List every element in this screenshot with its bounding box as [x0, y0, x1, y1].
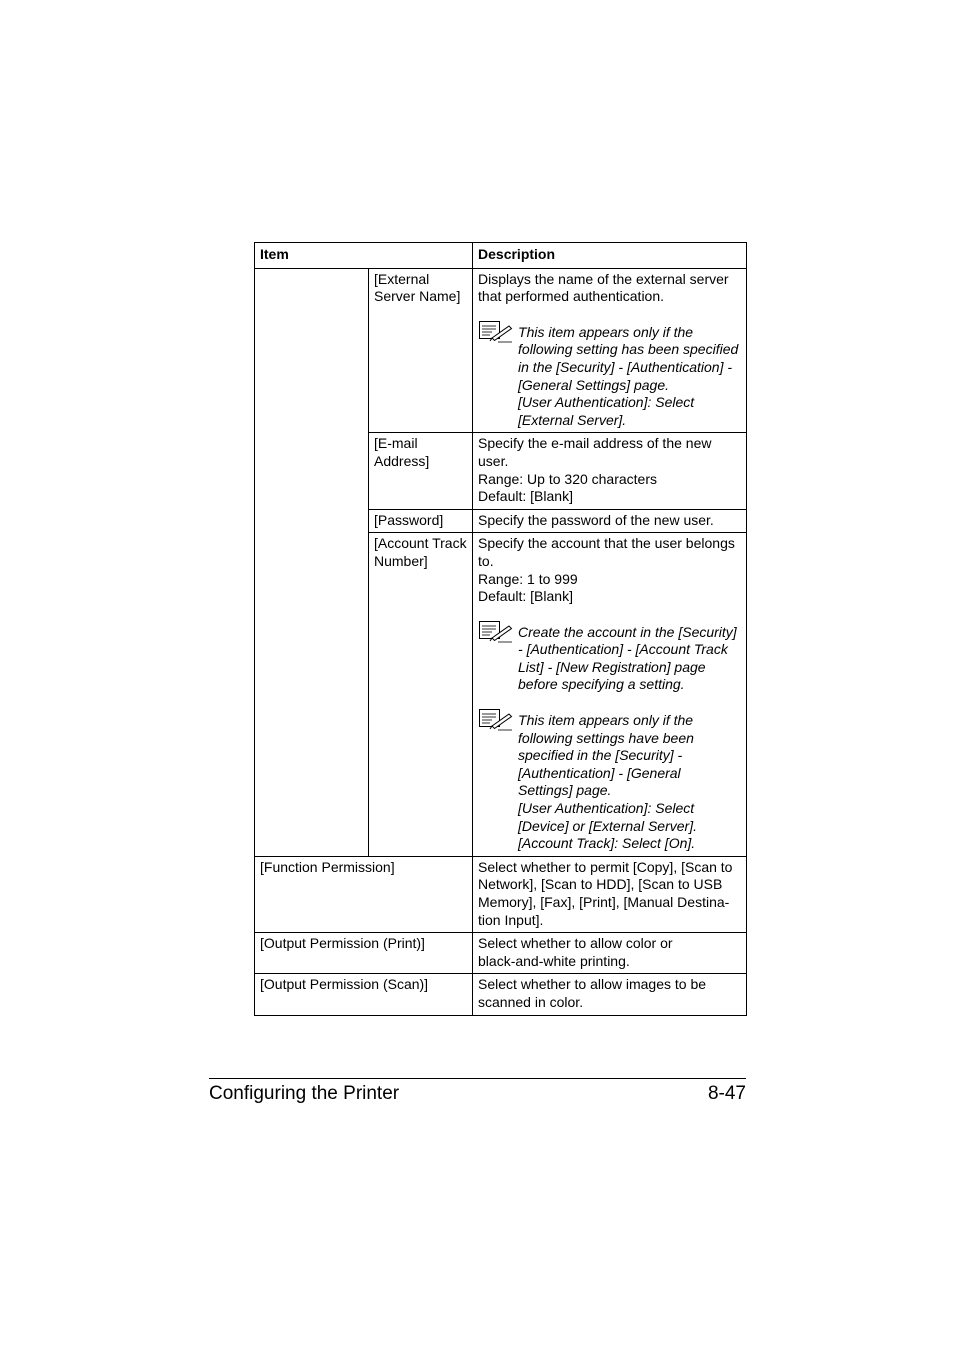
note-line: - [Authentication] - [Account Track [518, 641, 728, 658]
note-line: [User Authentication]: Select [518, 800, 695, 817]
sub-item-cell [369, 433, 473, 509]
description-text: Specify the account that the user belongs [478, 535, 735, 552]
note-text [518, 712, 742, 853]
note-pencil-icon [478, 324, 518, 348]
sub-item-text: Number] [374, 552, 428, 569]
description-cell [473, 933, 747, 974]
description-text: black-and-white printing. [478, 952, 630, 969]
description-text: Network], [Scan to HDD], [Scan to USB [478, 876, 723, 893]
description-text: Default: [Blank] [478, 488, 573, 505]
parent-item-cell [255, 268, 369, 856]
settings-table [254, 242, 747, 1016]
note-line: List] - [New Registration] page [518, 658, 706, 675]
note-line: specified in the [Security] - [518, 747, 683, 764]
description-text: Memory], [Fax], [Print], [Manual Destina- [478, 894, 730, 910]
sub-item-cell [369, 509, 473, 533]
description-text: Default: [Blank] [478, 588, 573, 605]
description-text: Displays the name of the external server [478, 270, 729, 287]
description-cell [473, 974, 747, 1015]
footer-page-number: 8-47 [707, 1083, 746, 1104]
description-text: scanned in color. [478, 993, 584, 1010]
note [478, 712, 742, 853]
note-line: Settings] page. [518, 782, 612, 799]
item-cell [255, 856, 473, 932]
note-line: Create the account in the [Security] [518, 623, 737, 640]
table-row [255, 856, 747, 932]
note-line: [Authentication] - [General [518, 764, 681, 781]
note-line: [Device] or [External Server]. [518, 817, 697, 834]
description-cell [473, 856, 747, 932]
description-text: to. [478, 552, 494, 569]
note-line: following settings have been [518, 729, 694, 746]
note-line: before specifying a setting. [518, 676, 685, 693]
header-item: Item [255, 243, 473, 269]
sub-item-text: [Account Track [374, 535, 467, 552]
description-text: tion Input]. [478, 911, 544, 928]
note-line: following setting has been specified [518, 341, 739, 358]
table-row [255, 268, 747, 433]
sub-item-cell [369, 533, 473, 857]
header-description: Description [473, 243, 747, 269]
sub-item-text: [E-mail [374, 435, 418, 452]
description-text: Range: Up to 320 characters [478, 470, 658, 487]
note-line: [User Authentication]: Select [518, 394, 695, 411]
description-text: Specify the e-mail address of the new [478, 435, 712, 452]
item-cell [255, 933, 473, 974]
note-pencil-icon [478, 624, 518, 648]
sub-item-text: [Password] [374, 511, 444, 528]
note-line: [Account Track]: Select [On]. [518, 835, 696, 852]
sub-item-text: [External [374, 270, 430, 287]
table-row [255, 933, 747, 974]
description-text: Range: 1 to 999 [478, 570, 578, 587]
description-text: Specify the password of the new user. [478, 511, 714, 528]
description-cell [473, 509, 747, 533]
table-row [255, 974, 747, 1015]
description-cell [473, 433, 747, 509]
note-text [518, 324, 742, 430]
description-cell [473, 533, 747, 857]
note-line: in the [Security] - [Authentication] - [518, 358, 733, 375]
sub-item-text: Address] [374, 452, 430, 469]
description-text: Select whether to allow images to be [478, 976, 707, 993]
note [478, 324, 742, 430]
footer-divider [209, 1078, 746, 1079]
sub-item-cell [369, 268, 473, 433]
description-text: that performed authentication. [478, 288, 665, 305]
sub-item-text: Server Name] [374, 288, 461, 305]
item-text: [Output Permission (Scan)] [260, 976, 429, 993]
note [478, 624, 742, 694]
note-line: This item appears only if the [518, 323, 694, 340]
note-line: [External Server]. [518, 411, 627, 428]
item-text: [Function Permission] [260, 858, 395, 875]
note-line: This item appears only if the [518, 712, 694, 729]
description-text: Select whether to allow color or [478, 935, 673, 952]
note-pencil-icon [478, 712, 518, 736]
description-cell [473, 268, 747, 433]
description-text: user. [478, 452, 509, 469]
item-cell [255, 974, 473, 1015]
note-line: [General Settings] page. [518, 376, 670, 393]
note-text [518, 624, 742, 694]
footer-chapter-title: Configuring the Printer [209, 1083, 400, 1104]
item-text: [Output Permission (Print)] [260, 935, 425, 952]
description-text: Select whether to permit [Copy], [Scan to [478, 858, 733, 875]
table-header-row [255, 243, 747, 269]
